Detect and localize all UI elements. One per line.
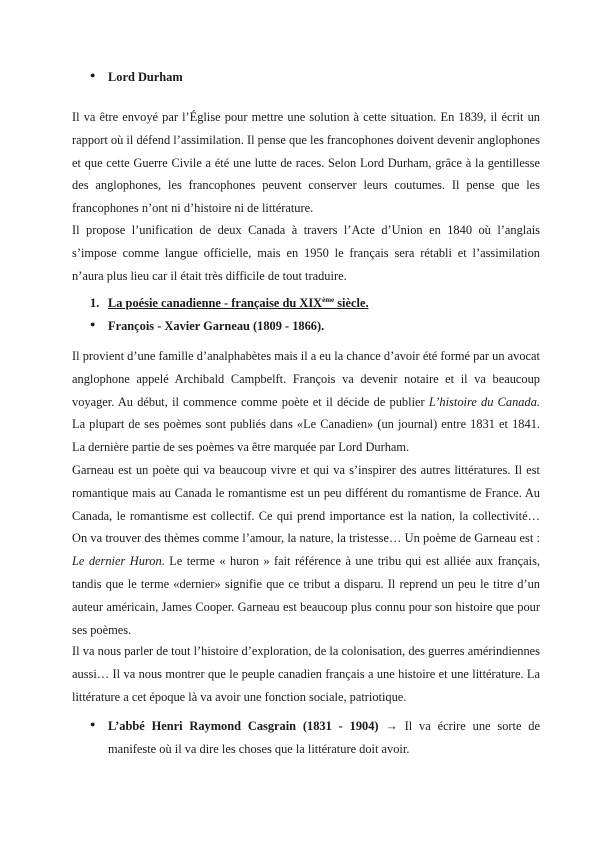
bullet-casgrain-text: Il va écrire une sorte de manifeste où il va dire les choses que la littérature doit avoir.	[108, 719, 540, 756]
bullet-casgrain	[108, 715, 540, 761]
paragraph-acte-union: Il propose l’unification de deux Canada à travers l’Acte d’Union en 1840 où l’anglais s’impose comme langue officielle, mais en 1950 le français sera rétabli et l’assimilation n’aura plus lieu car il était très difficile de tout traduire.	[72, 223, 540, 283]
paragraph-garneau-bio	[72, 345, 540, 459]
bullet-lord-durham: Lord Durham	[108, 70, 183, 84]
bullet-dot: ●	[90, 319, 96, 329]
para3-text: Il provient d’une famille d’analphabètes mais il a eu la chance d’avoir été formé par un avocat anglophone appelé Archibald Campbelft. François va devenir notaire et il va beaucoup voyager. Au début, il commence comme poète et il décide de publier	[72, 349, 540, 409]
paragraph-garneau-romantisme	[72, 459, 540, 641]
bullet-dot: ●	[90, 719, 96, 729]
book-title-histoire: L’histoire du Canada.	[428, 394, 540, 409]
poem-title-huron: Le dernier Huron	[72, 554, 162, 569]
section-title-sup: ème	[322, 295, 335, 304]
para4-text: Garneau est un poète qui va beaucoup vivre et qui va s’inspirer des autres littératures. Il est romantique mais au Canada le romantisme est un peu différent du romantisme de France. Au Canada, le romantisme est collectif. Ce qui prend importance est la nation, la collectivité… On va trouver des thèmes comme l’amour, la nature, la tristesse… Un poème de Garneau est :	[72, 463, 540, 546]
paragraph-durham-report: Il va être envoyé par l’Église pour mettre une solution à cette situation. En 1839, il écrit un rapport où il défend l’assimilation. Il pense que les francophones doivent devenir anglophones et que cette Guerre Civile a été une lutte de races. Selon Lord Durham, grâce à la gentillesse des anglophones, les francophones peuvent conserver leurs coutumes. Il pense que les francophones n’ont ni d’histoire ni de littérature.	[72, 110, 540, 216]
paragraph-histoire-exploration: Il va nous parler de tout l’histoire d’exploration, de la colonisation, des guerres amérindiennes aussi… Il va nous montrer que le peuple canadien français a une histoire et une littérature. La littérature a cet époque là va avoir une fonction sociale, patriotique.	[72, 644, 540, 704]
bullet-dot: ●	[90, 70, 96, 80]
para3-text-end: La plupart de ses poèmes sont publiés dans «Le Canadien» (un journal) entre 1831 et 1841. La dernière partie de ses poèmes va être marquée par Lord Durham.	[72, 417, 540, 455]
bullet-casgrain-title: L’abbé Henri Raymond Casgrain (1831 - 1904)	[108, 719, 379, 733]
bullet-garneau: François - Xavier Garneau (1809 - 1866).	[108, 319, 325, 333]
section-heading-poesie	[108, 292, 369, 315]
para4-text-end: . Le terme « huron » fait référence à une tribu qui est alliée aux français, tandis que le terme «dernier» signifie que ce tribut a disparu. Il reprend un peu le titre d’un auteur américain, James Cooper. Garneau est beaucoup plus connu pour son histoire que pour ses poèmes.	[72, 554, 540, 637]
section-number: 1.	[90, 296, 100, 310]
section-title-main: La poésie canadienne - française du XIX	[108, 296, 323, 310]
section-title-end: siècle.	[334, 296, 369, 310]
arrow-icon: →	[385, 719, 398, 733]
